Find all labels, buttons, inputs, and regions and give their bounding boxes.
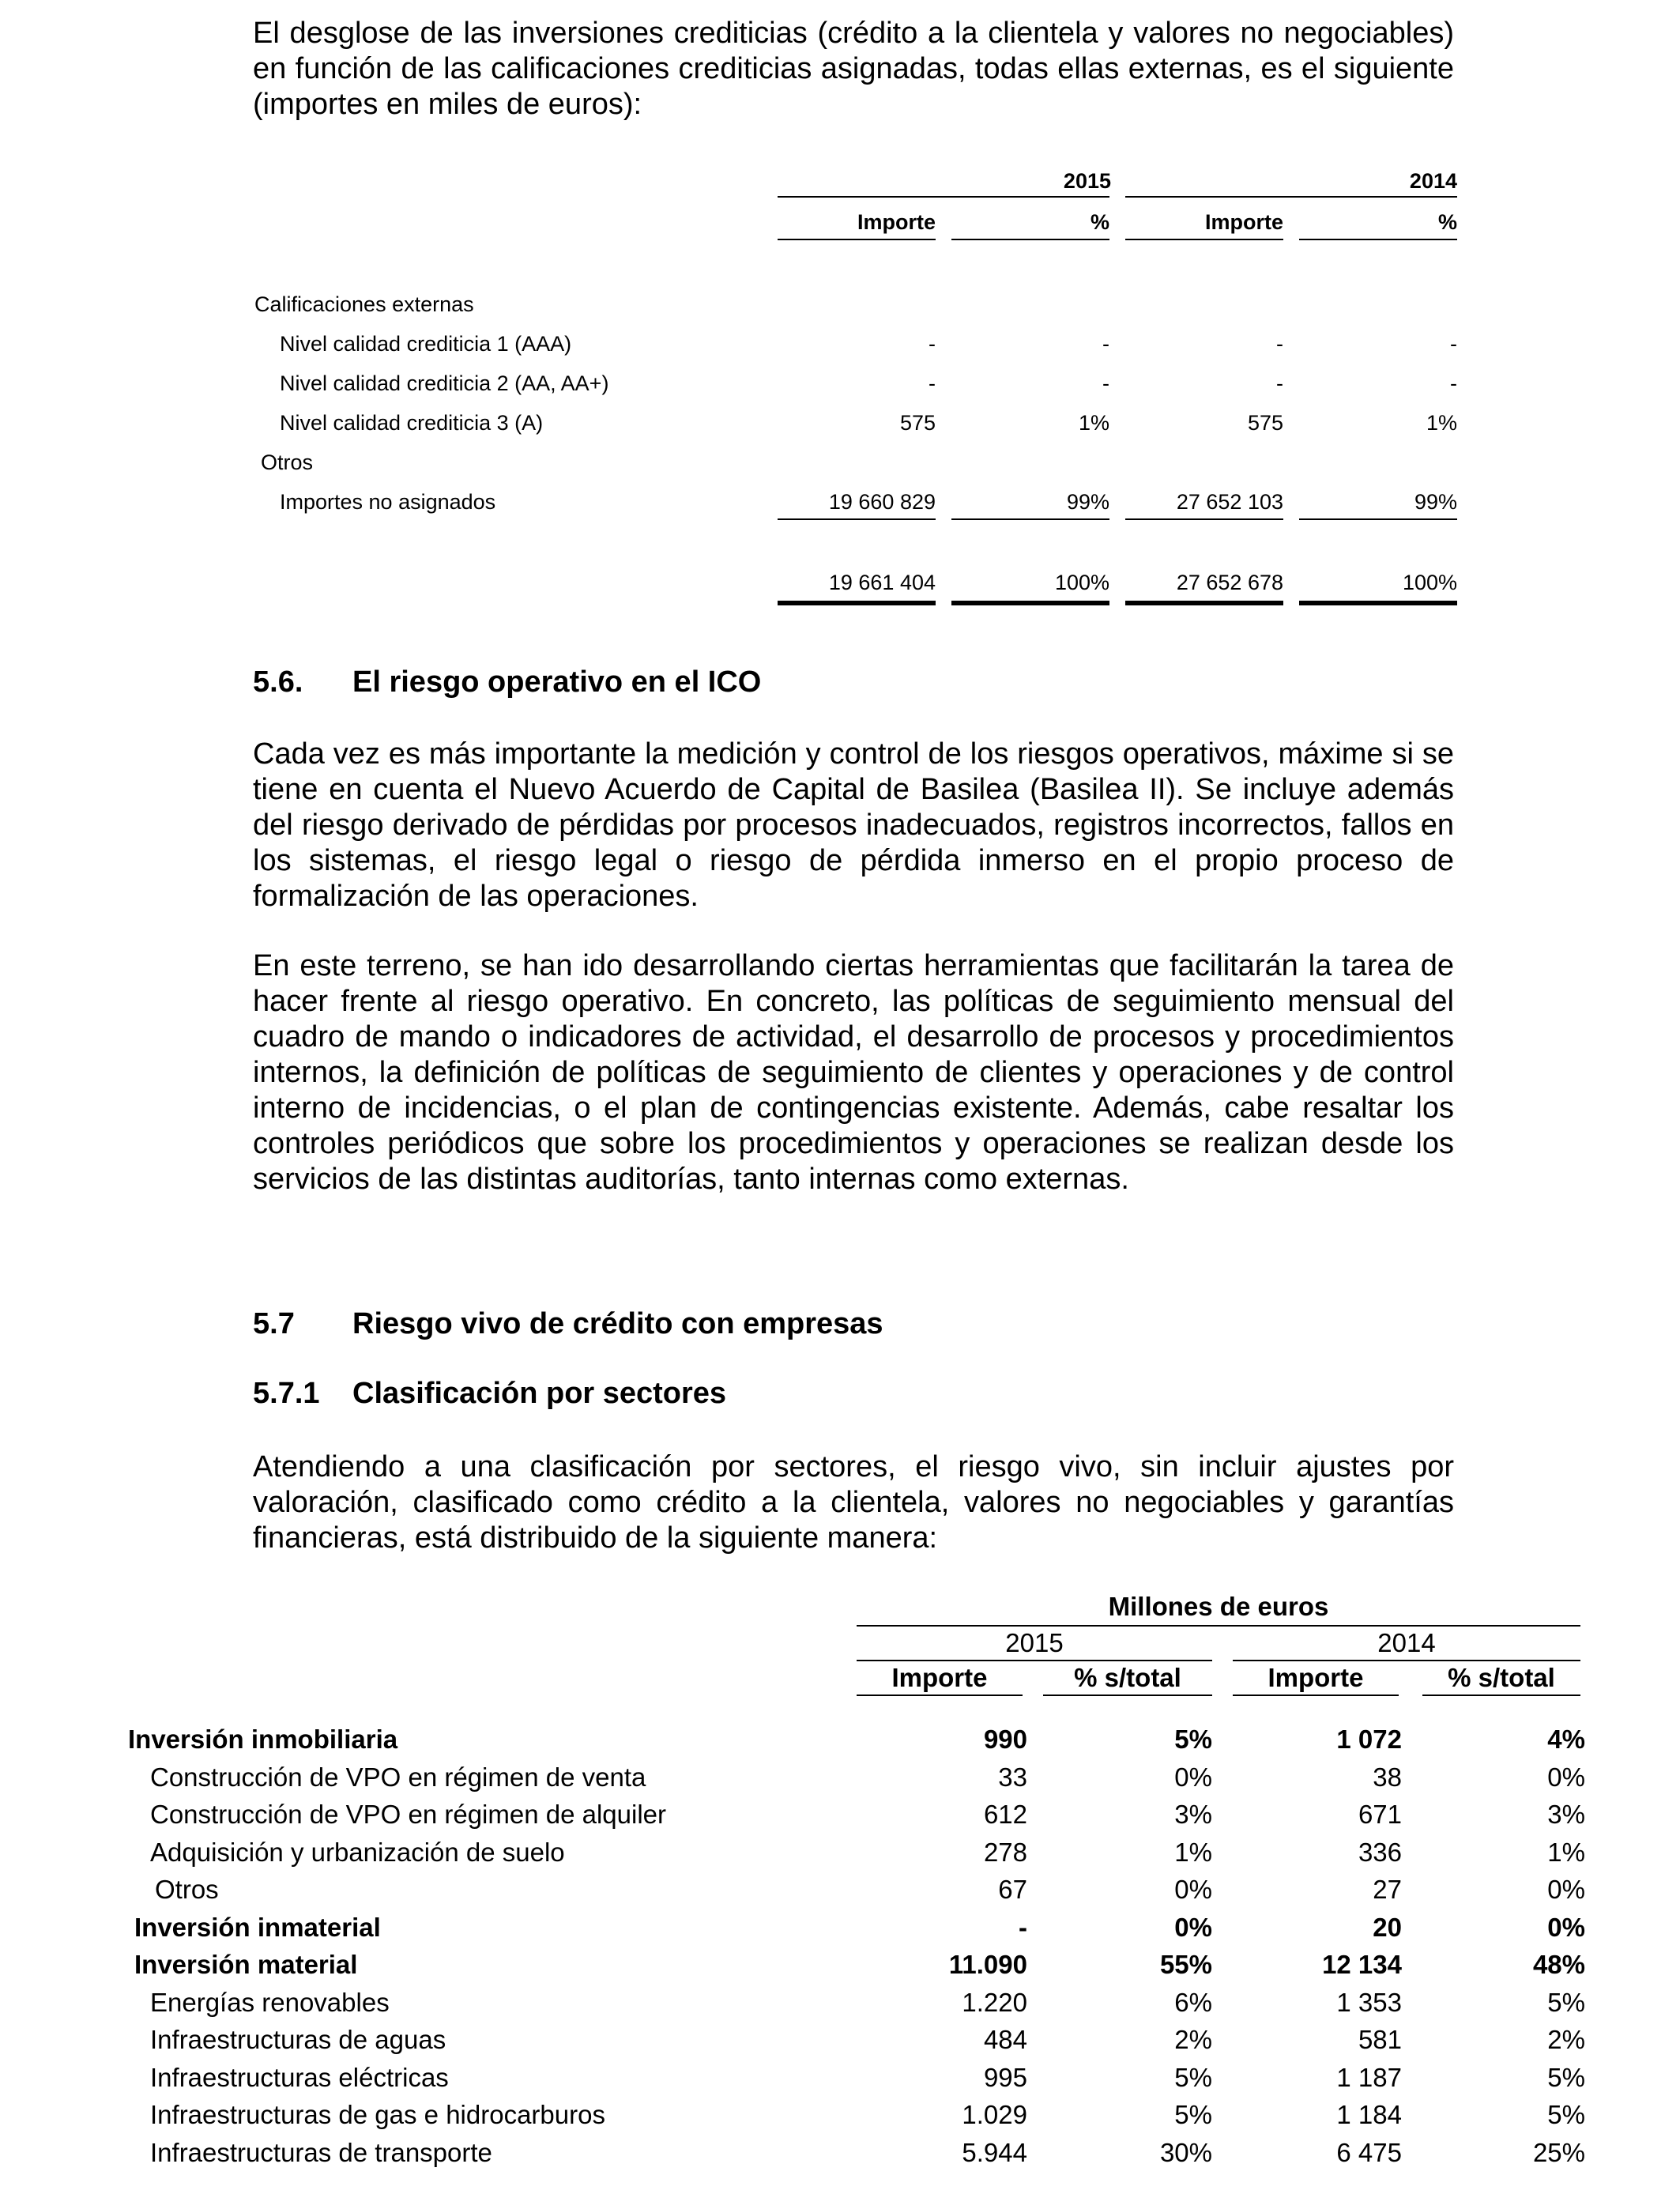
- col-header-importe-2014: Importe: [1204, 210, 1283, 234]
- cell: 1%: [1078, 411, 1109, 435]
- year-2014-header: 2014: [1377, 1628, 1436, 1657]
- row-label: Nivel calidad crediticia 3 (A): [280, 411, 544, 435]
- section-5-7-heading: [253, 1307, 883, 1341]
- sector-row-label: Infraestructuras de aguas: [150, 2025, 446, 2054]
- cell: -: [929, 371, 936, 395]
- col-rule-3: [1125, 239, 1283, 240]
- sector-row-cell: 5%: [1547, 1988, 1585, 2017]
- year-2014-rule: [1233, 1660, 1580, 1661]
- sector-row-cell: -: [1019, 1913, 1027, 1942]
- col-rule-1: [778, 239, 936, 240]
- unit-header: Millones de euros: [1108, 1592, 1329, 1621]
- sector-row-cell: 6%: [1174, 1988, 1212, 2017]
- col-rule-2: [951, 239, 1109, 240]
- sector-row-label: Inversión inmaterial: [134, 1913, 381, 1942]
- col-rule-4: [1299, 239, 1457, 240]
- year-2015-rule: [778, 196, 1109, 198]
- col-rule-3: [1233, 1695, 1399, 1696]
- sector-row-cell: 33: [998, 1762, 1027, 1792]
- sector-row-cell: 1 187: [1336, 2063, 1402, 2092]
- sector-row-cell: 0%: [1547, 1875, 1585, 1904]
- sector-row-cell: 55%: [1159, 1950, 1212, 1979]
- row-label: Nivel calidad crediticia 1 (AAA): [280, 332, 572, 356]
- cell: 19 660 829: [828, 490, 936, 514]
- row-label: Nivel calidad crediticia 2 (AA, AA+): [280, 371, 609, 395]
- subtotal-rule-1: [778, 518, 936, 520]
- cell: 99%: [1066, 490, 1109, 514]
- cell: -: [1102, 332, 1109, 356]
- sector-row-label: Adquisición y urbanización de suelo: [150, 1838, 565, 1867]
- total-cell: 100%: [1402, 571, 1457, 594]
- sector-row-cell: 5%: [1547, 2063, 1585, 2092]
- sector-row-cell: 67: [998, 1875, 1027, 1904]
- section-5-7-1-heading: [253, 1377, 726, 1411]
- sector-row-cell: 484: [983, 2025, 1027, 2054]
- total-rule-2: [951, 601, 1109, 605]
- row-label: Importes no asignados: [280, 490, 496, 514]
- section-5-6-paragraph-1: Cada vez es más importante la medición y control de los riesgos operativos, máxime si se tiene en cuenta el Nuevo Acuerdo de Capital de Basilea (Basilea II). Se incluye además del riesgo derivado de pérdidas por procesos inadecuados, registros incorrectos, fallos en los sistemas, el riesgo legal o riesgo de pérdida inmerso en el propio proceso de formalización de las operaciones.: [253, 737, 1454, 913]
- col-header-importe-2015: Importe: [857, 210, 936, 234]
- sector-row-label: Infraestructuras de transporte: [150, 2138, 492, 2167]
- col-rule-1: [857, 1695, 1023, 1696]
- sector-row-cell: 3%: [1547, 1800, 1585, 1829]
- section-title: El riesgo operativo en el ICO: [352, 665, 762, 699]
- sector-row-cell: 990: [983, 1725, 1027, 1754]
- cell: -: [1276, 371, 1283, 395]
- total-cell: 27 652 678: [1176, 571, 1283, 594]
- sector-row-cell: 5%: [1174, 2063, 1212, 2092]
- sector-row-label: Otros: [155, 1875, 219, 1904]
- sector-row-cell: 0%: [1174, 1913, 1212, 1942]
- sector-row-cell: 48%: [1532, 1950, 1585, 1979]
- col-header-pct-2015: % s/total: [1074, 1663, 1181, 1692]
- col-header-pct-2015: %: [1090, 210, 1109, 234]
- intro-paragraph: El desglose de las inversiones crediticias (crédito a la clientela y valores no negociables) en función de las calificaciones crediticias asignadas, todas ellas externas, es el siguiente (importes en miles de euros):: [253, 17, 1454, 121]
- group-label-otros: Otros: [261, 450, 314, 474]
- cell: -: [1102, 371, 1109, 395]
- group-label-external: Calificaciones externas: [254, 292, 474, 316]
- sector-row-cell: 25%: [1532, 2138, 1585, 2167]
- sector-row-cell: 612: [983, 1800, 1027, 1829]
- section-5-6-paragraph-2: En este terreno, se han ido desarrollando ciertas herramientas que facilitarán la tarea de hacer frente al riesgo operativo. En concreto, las políticas de seguimiento mensual del cuadro de mando o indicadores de actividad, el desarrollo de procesos y procedimientos internos, la definición de políticas de seguimiento de clientes y operaciones y de control interno de incidencias, o el plan de contingencias existente. Además, cabe resaltar los controles periódicos que sobre los procedimientos y operaciones se realizan desde los servicios de las distintas auditorías, tanto internas como externas.: [253, 949, 1454, 1196]
- cell: 27 652 103: [1176, 490, 1283, 514]
- subtotal-rule-3: [1125, 518, 1283, 520]
- sector-row-cell: 5%: [1174, 1725, 1212, 1754]
- total-cell: 100%: [1054, 571, 1109, 594]
- section-number: 5.7: [253, 1307, 295, 1340]
- sector-row-cell: 1.220: [962, 1988, 1027, 2017]
- total-rule-4: [1299, 601, 1457, 605]
- col-header-pct-2014: % s/total: [1448, 1663, 1555, 1692]
- sector-row-cell: 1.029: [962, 2100, 1027, 2129]
- sector-row-cell: 20: [1373, 1913, 1402, 1942]
- sector-row-cell: 11.090: [948, 1950, 1027, 1979]
- col-header-importe-2015: Importe: [891, 1663, 988, 1692]
- total-rule-3: [1125, 601, 1283, 605]
- sector-row-label: Infraestructuras eléctricas: [150, 2063, 449, 2092]
- cell: 1%: [1426, 411, 1457, 435]
- col-rule-2: [1043, 1695, 1212, 1696]
- unit-rule: [857, 1625, 1580, 1627]
- cell: -: [1276, 332, 1283, 356]
- cell: 575: [899, 411, 936, 435]
- sector-row-cell: 1%: [1547, 1838, 1585, 1867]
- sector-row-label: Inversión material: [134, 1950, 358, 1979]
- sector-row-cell: 1 184: [1336, 2100, 1402, 2129]
- sector-row-cell: 995: [983, 2063, 1027, 2092]
- cell: -: [929, 332, 936, 356]
- sector-row-cell: 5%: [1547, 2100, 1585, 2129]
- sector-row-cell: 1 353: [1336, 1988, 1402, 2017]
- sector-row-cell: 30%: [1159, 2138, 1212, 2167]
- sector-row-cell: 336: [1358, 1838, 1402, 1867]
- sector-row-cell: 278: [983, 1838, 1027, 1867]
- subtotal-rule-4: [1299, 518, 1457, 520]
- sector-row-cell: 0%: [1174, 1875, 1212, 1904]
- sector-row-cell: 12 134: [1322, 1950, 1402, 1979]
- sector-row-label: Energías renovables: [150, 1988, 390, 2017]
- sector-row-cell: 3%: [1174, 1800, 1212, 1829]
- sector-row-cell: 38: [1373, 1762, 1402, 1792]
- col-header-importe-2014: Importe: [1268, 1663, 1364, 1692]
- sector-row-cell: 1 072: [1336, 1725, 1402, 1754]
- sector-row-cell: 2%: [1174, 2025, 1212, 2054]
- sector-row-label: Construcción de VPO en régimen de alquiler: [150, 1800, 667, 1829]
- sector-row-label: Construcción de VPO en régimen de venta: [150, 1762, 646, 1792]
- total-cell: 19 661 404: [828, 571, 936, 594]
- sector-row-label: Inversión inmobiliaria: [128, 1725, 398, 1754]
- sector-row-cell: 5%: [1174, 2100, 1212, 2129]
- year-2014-header: 2014: [1409, 169, 1457, 193]
- sector-row-cell: 671: [1358, 1800, 1402, 1829]
- subtotal-rule-2: [951, 518, 1109, 520]
- sector-row-cell: 0%: [1174, 1762, 1212, 1792]
- sector-row-cell: 2%: [1547, 2025, 1585, 2054]
- col-rule-4: [1422, 1695, 1580, 1696]
- sector-row-cell: 1%: [1174, 1838, 1212, 1867]
- section-title: Riesgo vivo de crédito con empresas: [352, 1307, 883, 1340]
- sector-row-cell: 0%: [1547, 1762, 1585, 1792]
- section-5-7-1-paragraph: Atendiendo a una clasificación por sectores, el riesgo vivo, sin incluir ajustes por valoración, clasificado como crédito a la clientela, valores no negociables y garantías financieras, está distribuido de la siguiente manera:: [253, 1450, 1454, 1555]
- sector-row-cell: 5.944: [962, 2138, 1027, 2167]
- cell: 575: [1247, 411, 1283, 435]
- sector-row-cell: 6 475: [1336, 2138, 1402, 2167]
- cell: -: [1450, 371, 1457, 395]
- year-2015-header: 2015: [1005, 1628, 1064, 1657]
- sector-row-label: Infraestructuras de gas e hidrocarburos: [150, 2100, 605, 2129]
- year-2015-header: 2015: [1063, 169, 1111, 193]
- sector-row-cell: 4%: [1547, 1725, 1585, 1754]
- total-rule-1: [778, 601, 936, 605]
- section-title: Clasificación por sectores: [352, 1377, 727, 1410]
- sector-row-cell: 0%: [1547, 1913, 1585, 1942]
- section-number: 5.7.1: [253, 1377, 320, 1410]
- section-5-6-heading: [253, 665, 761, 699]
- col-header-pct-2014: %: [1437, 210, 1457, 234]
- sector-row-cell: 581: [1358, 2025, 1402, 2054]
- section-number: 5.6.: [253, 665, 303, 699]
- cell: -: [1450, 332, 1457, 356]
- cell: 99%: [1414, 490, 1457, 514]
- year-2014-rule: [1125, 196, 1457, 198]
- year-2015-rule: [857, 1660, 1212, 1661]
- sector-row-cell: 27: [1373, 1875, 1402, 1904]
